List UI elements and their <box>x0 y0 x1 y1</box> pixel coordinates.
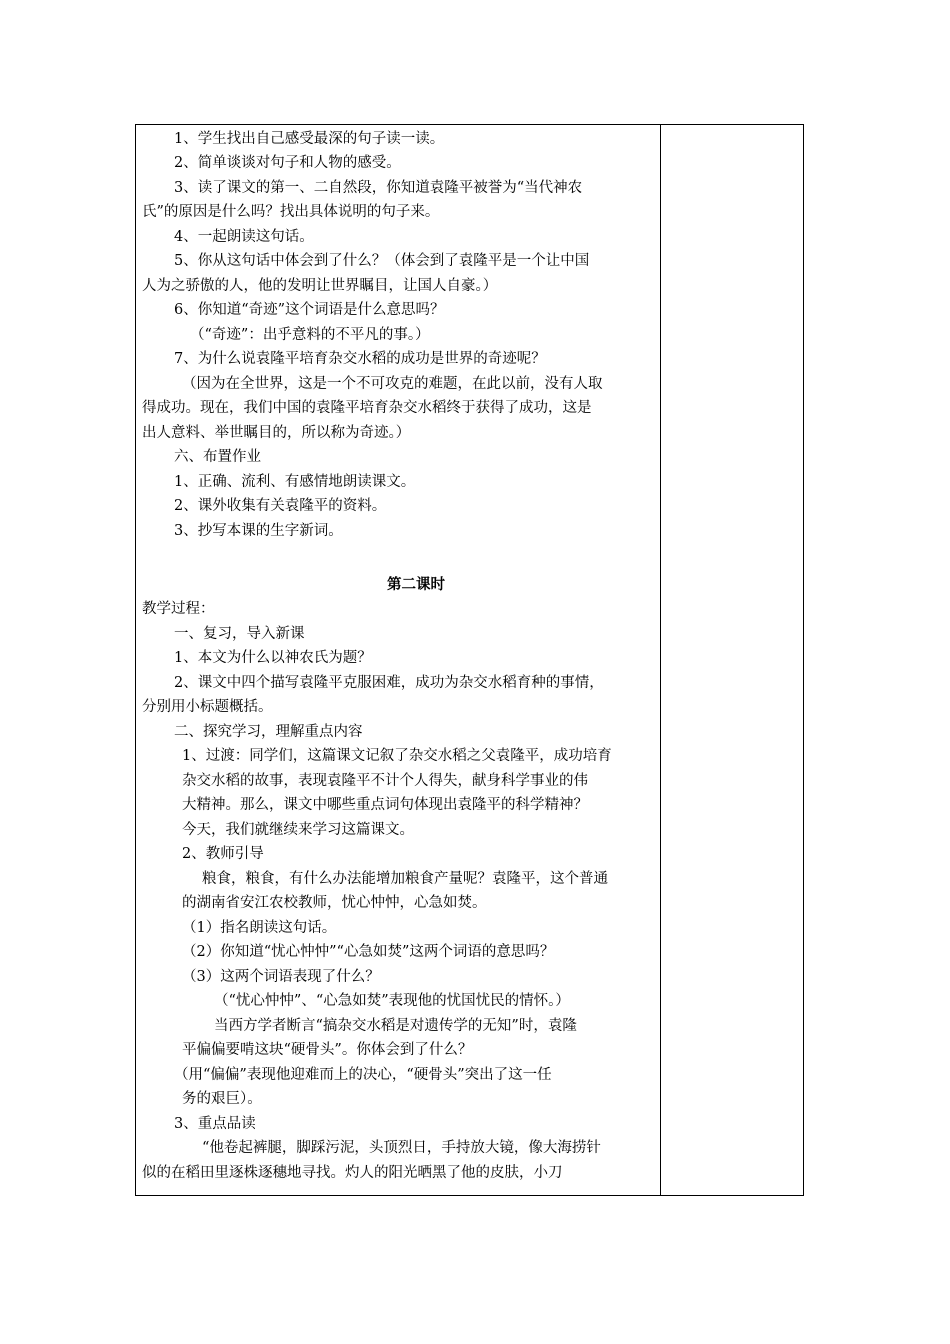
text-line: 5、你从这句话中体会到了什么？（体会到了袁隆平是一个让中国 <box>174 253 590 269</box>
text-line: 今天，我们就继续来学习这篇课文。 <box>182 822 414 838</box>
notes-column-cell <box>661 125 803 1195</box>
text-line: 出人意料、举世瞩目的，所以称为奇迹。） <box>142 425 411 441</box>
text-line: （3）这两个词语表现了什么？ <box>182 969 380 985</box>
text-line: 2、简单谈谈对句子和人物的感受。 <box>174 155 401 171</box>
text-line: 氏”的原因是什么吗？找出具体说明的句子来。 <box>142 204 440 220</box>
text-line: 3、抄写本课的生字新词。 <box>174 523 343 539</box>
text-line: 的湖南省安江农校教师，忧心忡忡，心急如焚。 <box>182 895 487 911</box>
text-line: 3、重点品读 <box>174 1116 256 1132</box>
text-line: “他卷起裤腿，脚踩污泥，头顶烈日，手持放大镜，像大海捞针 <box>202 1140 601 1156</box>
text-line: 一、复习，导入新课 <box>174 626 305 642</box>
text-line: 分别用小标题概括。 <box>142 699 273 715</box>
text-line: 平偏偏要啃这块“硬骨头”。你体会到了什么？ <box>182 1042 473 1058</box>
text-line: 粮食，粮食，有什么办法能增加粮食产量呢？袁隆平，这个普通 <box>202 871 608 887</box>
text-line: 人为之骄傲的人，他的发明让世界瞩目，让国人自豪。） <box>142 278 498 294</box>
text-line: 1、学生找出自己感受最深的句子读一读。 <box>174 131 445 147</box>
text-line: （2）你知道“忧心忡忡”“心急如焚”这两个词语的意思吗？ <box>182 944 555 960</box>
text-line: 杂交水稻的故事，表现袁隆平不计个人得失，献身科学事业的伟 <box>182 773 588 789</box>
text-line: 1、正确、流利、有感情地朗读课文。 <box>174 474 416 490</box>
text-line: 教学过程： <box>142 601 215 617</box>
text-line: 2、课文中四个描写袁隆平克服困难，成功为杂交水稻育种的事情， <box>174 675 604 691</box>
text-line: （“奇迹”：出乎意料的不平凡的事。） <box>190 327 430 343</box>
text-line: 二、探究学习，理解重点内容 <box>174 724 363 740</box>
text-line: 7、为什么说袁隆平培育杂交水稻的成功是世界的奇迹呢？ <box>174 351 546 367</box>
text-line: （因为在全世界，这是一个不可攻克的难题，在此以前，没有人取 <box>182 376 603 392</box>
text-line: 务的艰巨）。 <box>182 1091 262 1107</box>
text-line: 1、过渡：同学们，这篇课文记叙了杂交水稻之父袁隆平，成功培育 <box>182 748 612 764</box>
text-line: 6、你知道“奇迹”这个词语是什么意思吗？ <box>174 302 445 318</box>
text-line: （用“偏偏”表现他迎难而上的决心，“硬骨头”突出了这一任 <box>174 1067 552 1083</box>
section-title: 第二课时 <box>387 576 445 593</box>
text-line: 2、课外收集有关袁隆平的资料。 <box>174 498 387 514</box>
text-line: 六、布置作业 <box>174 449 261 465</box>
text-line: 1、本文为什么以神农氏为题？ <box>174 650 372 666</box>
text-line: 3、读了课文的第一、二自然段，你知道袁隆平被誉为“当代神农 <box>174 180 583 196</box>
text-line: 4、一起朗读这句话。 <box>174 229 314 245</box>
text-line: 大精神。那么，课文中哪些重点词句体现出袁隆平的科学精神？ <box>182 797 588 813</box>
text-line: 得成功。现在，我们中国的袁隆平培育杂交水稻终于获得了成功，这是 <box>142 400 592 416</box>
text-line: 2、教师引导 <box>182 846 264 862</box>
text-line: （“忧心忡忡”、“心急如焚”表现他的忧国忧民的情怀。） <box>214 993 570 1009</box>
text-line: 当西方学者断言“搞杂交水稻是对遗传学的无知”时，袁隆 <box>214 1018 577 1034</box>
text-line: （1）指名朗读这句话。 <box>182 920 337 936</box>
text-line: 似的在稻田里逐株逐穗地寻找。灼人的阳光晒黑了他的皮肤，小刀 <box>142 1165 563 1181</box>
